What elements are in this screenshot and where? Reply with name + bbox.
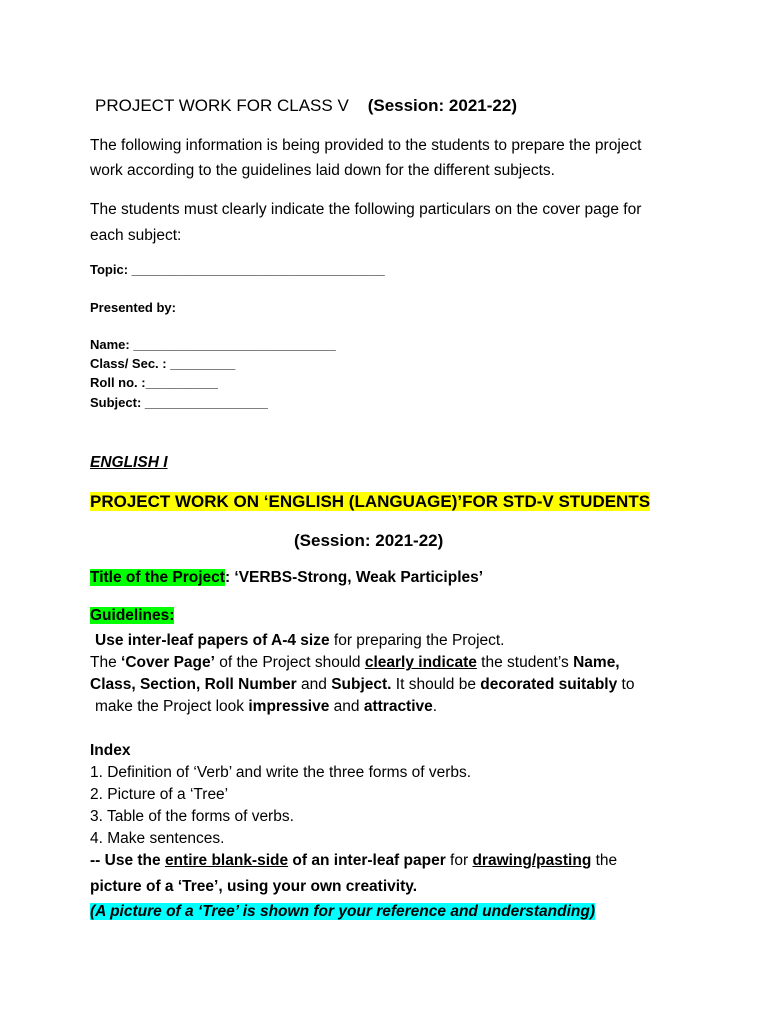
section-session: (Session: 2021-22): [294, 531, 444, 550]
intro-line-2: work according to the guidelines laid down for the different subjects.: [90, 162, 555, 179]
intro-line-4: each subject:: [90, 227, 182, 244]
intro-line-1: The following information is being provided to the students to prepare the project: [90, 137, 642, 154]
project-title-value: : ‘VERBS-Strong, Weak Participles’: [224, 569, 484, 586]
form-name: Name: ____________________________: [90, 337, 336, 352]
form-subject: Subject: _________________: [90, 395, 268, 410]
form-class-sec: Class/ Sec. : _________: [90, 356, 236, 371]
guideline-line-2: The ‘Cover Page’ of the Project should clearly indicate the student’s Name,: [90, 654, 620, 671]
index-item: 3. Table of the forms of verbs.: [90, 808, 294, 825]
project-heading: PROJECT WORK ON ‘ENGLISH (LANGUAGE)’FOR STD-V STUDENTS: [90, 492, 651, 511]
index-note: -- Use the entire blank-side of an inter-leaf paper for drawing/pasting the: [90, 852, 618, 869]
section-label: ENGLISH I: [90, 454, 168, 471]
page-title: PROJECT WORK FOR CLASS V (Session: 2021-22): [95, 96, 517, 115]
project-title: [90, 569, 483, 587]
header-session: (Session: 2021-22): [367, 96, 517, 115]
index-heading: Index: [90, 742, 131, 759]
form-presented-by: Presented by:: [90, 300, 176, 315]
index-item: 1. Definition of ‘Verb’ and write the three forms of verbs.: [90, 764, 472, 781]
guidelines-heading: Guidelines:: [90, 607, 175, 624]
guideline-line-1: Use inter-leaf papers of A-4 size for preparing the Project.: [95, 632, 505, 649]
index-item: 2. Picture of a ‘Tree’: [90, 786, 229, 803]
guideline-line-4: make the Project look impressive and attractive.: [95, 698, 438, 715]
form-roll-no: Roll no. :__________: [90, 375, 218, 390]
reference-note: (A picture of a ‘Tree’ is shown for your reference and understanding): [90, 903, 595, 920]
form-topic: Topic: ___________________________________: [90, 262, 385, 277]
intro-line-3: The students must clearly indicate the following particulars on the cover page for: [90, 201, 642, 218]
index-note-2: picture of a ‘Tree’, using your own creativity.: [90, 878, 418, 895]
project-title-label: Title of the Project: [90, 569, 225, 586]
guideline-line-3: Class, Section, Roll Number and Subject. It should be decorated suitably to: [90, 676, 635, 693]
index-item: 4. Make sentences.: [90, 830, 225, 847]
